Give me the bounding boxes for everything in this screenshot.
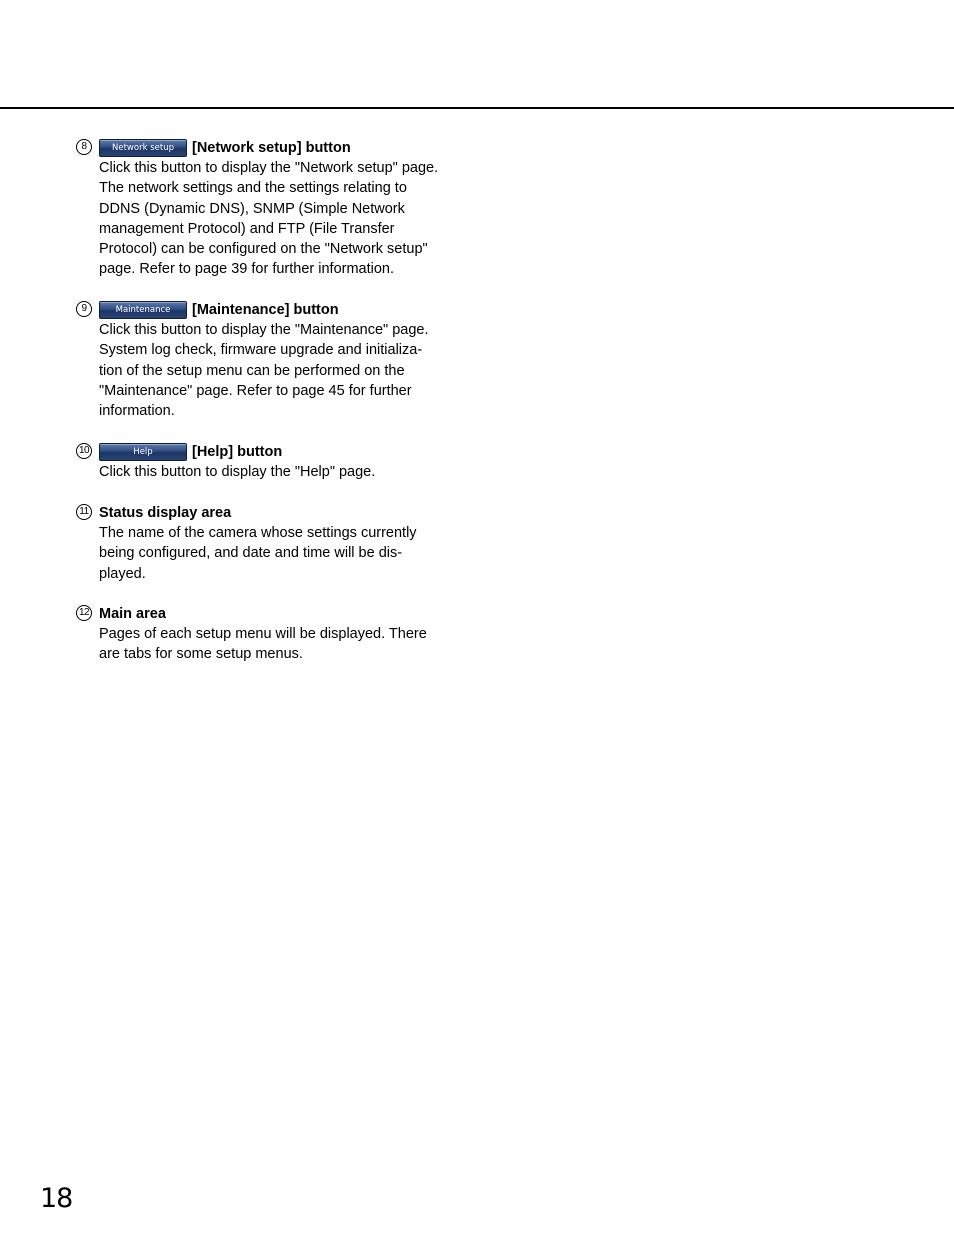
network-setup-button[interactable]: Network setup <box>99 139 187 157</box>
description-line: The name of the camera whose settings currently <box>99 525 417 541</box>
description-line: Click this button to display the "Network setup" page. <box>99 160 439 176</box>
description-line: Protocol) can be configured on the "Network setup" <box>99 241 428 258</box>
description-line: tion of the setup menu can be performed on the <box>99 362 405 379</box>
circled-number-9: 9 <box>76 301 92 317</box>
item-description <box>99 523 479 584</box>
item-description <box>99 462 479 482</box>
page-number: 18 <box>40 1183 73 1214</box>
item-title: [Network setup] button <box>192 140 351 156</box>
circled-number-8: 8 <box>76 139 92 155</box>
item-heading <box>99 442 282 462</box>
description-line: DDNS (Dynamic DNS), SNMP (Simple Network <box>99 200 405 217</box>
item-title: [Maintenance] button <box>192 302 339 318</box>
description-line: Pages of each setup menu will be displayed. There <box>99 626 427 642</box>
description-line: management Protocol) and FTP (File Transfer <box>99 220 395 237</box>
help-button[interactable]: Help <box>99 443 187 461</box>
description-line: "Maintenance" page. Refer to page 45 for further <box>99 382 412 399</box>
item-heading <box>99 604 166 624</box>
description-line: being configured, and date and time will be dis- <box>99 545 403 562</box>
circled-number-11: 11 <box>76 504 92 520</box>
top-rule <box>0 107 954 109</box>
circled-number-12: 12 <box>76 605 92 621</box>
item-heading <box>99 138 351 158</box>
description-line: System log check, firmware upgrade and initializa- <box>99 342 423 359</box>
item-description <box>99 158 479 280</box>
item-title: Main area <box>99 606 166 622</box>
maintenance-button[interactable]: Maintenance <box>99 301 187 319</box>
item-description <box>99 624 479 665</box>
description-line: played. <box>99 565 146 582</box>
item-heading <box>99 300 339 320</box>
description-line: are tabs for some setup menus. <box>99 646 303 663</box>
description-line: information. <box>99 403 175 420</box>
description-line: Click this button to display the "Help" page. <box>99 464 376 480</box>
description-line: Click this button to display the "Maintenance" page. <box>99 322 429 338</box>
description-line: The network settings and the settings relating to <box>99 180 407 197</box>
item-title: [Help] button <box>192 444 283 460</box>
item-description <box>99 320 479 421</box>
description-line: page. Refer to page 39 for further information. <box>99 261 395 278</box>
circled-number-10: 10 <box>76 443 92 459</box>
item-title: Status display area <box>99 505 232 521</box>
item-heading <box>99 503 231 523</box>
